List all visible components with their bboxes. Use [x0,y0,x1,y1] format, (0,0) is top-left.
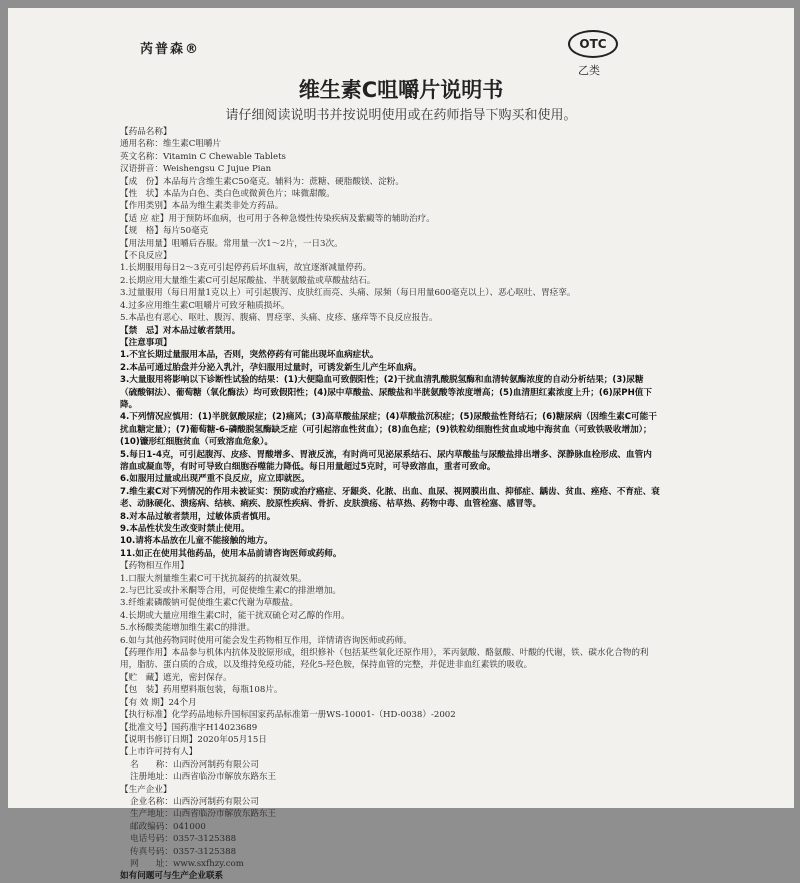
field-value: 国药准字H14023689 [171,722,258,733]
field-value: 对本品过敏者禁用。 [162,325,241,336]
field-label: 【规 格】 [120,226,163,237]
list-item: 5.每日1-4克，可引起腹泻、皮疹、胃酸增多、胃液反流，有时尚可见泌尿系结石、尿内草酸盐与尿酸盐排出增多、深静脉血栓形成、血管内溶血或凝血等，有时可导致白细胞吞噬能力降低。每日用量超过5克时，可导致溶血，重者可致命。 [120,449,652,472]
list-item: 3.纤维素磷酸钠可促使维生素C代谢为草酸盐。 [120,598,299,609]
field-label: 【说明书修订日期】 [120,734,198,745]
field-label: 【用法用量】 [120,238,172,249]
manufacturer-fax-row [120,846,660,858]
field-row [120,126,660,138]
field-row [120,225,660,237]
field-label: 注册地址： [130,772,173,783]
manufacturer-web-row [120,858,660,870]
field-label: 名 称： [130,759,173,770]
field-value: 用于预防坏血病，也可用于各种急慢性传染疾病及紫癜等的辅助治疗。 [168,213,435,224]
mah-address-row [120,771,660,783]
field-value: 化学药品地标升国标国家药品标准第一册WS-10001-（HD-0038）-2002 [171,710,456,721]
field-label: 【药品名称】 [120,127,172,137]
field-value: 本品为维生素类非处方药品。 [171,201,284,212]
leaflet-body [120,126,660,883]
field-label: 【成 份】 [120,176,163,187]
list-item: 6.如与其他药物同时使用可能会发生药物相互作用，详情请咨询医师或药师。 [120,635,412,646]
list-item: 8.对本品过敏者禁用，过敏体质者慎用。 [120,511,276,522]
field-label: 【禁 忌】 [120,325,163,336]
field-label: 【执行标准】 [120,710,172,721]
field-value: 0357-3125388 [172,846,237,857]
list-item: 4.过多应用维生素C咀嚼片可致牙釉质损坏。 [120,300,290,311]
list-item: 5.本品也有恶心、呕吐、腹泻、腹痛、胃痉挛、头痛、皮疹、瘙痒等不良反应报告。 [120,313,438,324]
field-label: 【有 效 期】 [120,697,169,708]
field-row [120,188,660,200]
field-value: Weishengsu C Jujue Pian [162,164,272,175]
field-label: 通用名称： [120,139,163,150]
field-value: 本品参与机体内抗体及胶原形成，组织修补（包括某些氧化还原作用），苯丙氨酸、酪氨酸、叶酸的代谢，铁、碳水化合物的利用，脂肪、蛋白质的合成，以及维持免疫功能，羟化5-羟色胺，保持血管的完整，并促进非血红素铁的吸收。 [120,648,649,671]
field-value: 24个月 [168,697,197,708]
field-value: 本品为白色、类白色或微黄色片；味微甜酸。 [162,189,335,200]
storage-row [120,672,660,684]
otc-badge: OTC [568,30,618,58]
field-value: 0357-3125388 [172,834,237,845]
list-item: 1.不宜长期过量服用本品，否则，突然停药有可能出现坏血病症状。 [120,350,379,361]
otc-class-label: 乙类 [578,64,600,77]
field-label: 企业名称： [130,796,173,807]
field-value: 维生素C咀嚼片 [162,139,222,150]
field-row [120,151,660,163]
manufacturer-tel-row [120,833,660,845]
field-row [120,176,660,188]
section-heading: 【上市许可持有人】 [120,747,198,758]
section-heading: 【药物相互作用】 [120,561,189,572]
list-item: 2.本品可通过胎盘并分泌入乳汁，孕妇服用过量时，可诱发新生儿产生坏血病。 [120,362,422,373]
field-label: 汉语拼音： [120,164,163,175]
list-item: 4.长期或大量应用维生素C时，能干扰双硫仑对乙醇的作用。 [120,610,350,621]
approval-row [120,722,660,734]
list-item: 10.请将本品放在儿童不能接触的地方。 [120,536,273,547]
field-row [120,213,660,225]
brand-logo: 芮普森® [140,42,201,57]
manufacturer-address-row [120,808,660,820]
manufacturer-name-row [120,796,660,808]
field-row [120,163,660,175]
mah-name-row [120,759,660,771]
package-row [120,684,660,696]
field-label: 【药理作用】 [120,648,172,659]
field-value: Vitamin C Chewable Tablets [162,151,286,162]
list-item: 9.本品性状发生改变时禁止使用。 [120,524,250,534]
field-value: 咀嚼后吞服。常用量一次1～2片，一日3次。 [171,238,343,249]
list-item: 1.口服大剂量维生素C可干扰抗凝药的抗凝效果。 [120,573,307,584]
field-row [120,238,660,250]
list-item: 3.过量服用（每日用量1克以上）可引起腹泻、皮肤红而亮、头痛、尿频（每日用量600毫克以上）、恶心呕吐、胃痉挛。 [120,288,576,299]
leaflet-title: 维生素C咀嚼片说明书 [298,78,504,102]
field-value: 每片50毫克 [162,226,209,237]
field-label: 网 址： [130,858,173,869]
field-label: 【适 应 症】 [120,213,169,224]
list-item: 11.如正在使用其他药品，使用本品前请咨询医师或药师。 [120,548,342,559]
field-value: 遮光，密封保存。 [162,672,232,683]
field-label: 传真号码： [130,846,173,857]
field-label: 邮政编码： [130,821,173,832]
footer-note: 如有问题可与生产企业联系 [120,871,224,882]
contraindication-row [120,325,660,337]
list-item: 2.长期应用大量维生素C可引起尿酸盐、半胱氨酸盐或草酸盐结石。 [120,275,376,286]
field-label: 【包 装】 [120,685,163,696]
leaflet-sheet [8,8,794,882]
field-value: 本品每片含维生素C50毫克。辅料为：蔗糖、硬脂酸镁、淀粉。 [162,176,404,187]
field-value: 041000 [172,821,206,832]
field-label: 【批准文号】 [120,722,172,733]
manufacturer-zip-row [120,821,660,833]
field-label: 英文名称： [120,151,163,162]
field-row [120,138,660,150]
list-item: 2.与巴比妥或扑米酮等合用，可促使维生素C的排泄增加。 [120,586,342,597]
field-value: 2020年05月15日 [197,734,267,745]
section-heading: 【注意事项】 [120,337,172,348]
list-item: 5.水杨酸类能增加维生素C的排泄。 [120,623,256,634]
list-item: 1.长期服用每日2～3克可引起停药后坏血病，故宜逐渐减量停药。 [120,263,372,274]
leaflet-subtitle: 请仔细阅读说明书并按说明使用或在药师指导下购买和使用。 [225,108,577,123]
field-value: 山西省临汾市解放东路东王 [172,809,277,820]
list-item: 7.维生素C对下列情况的作用未被证实：预防或治疗癌症、牙龈炎、化脓、出血、血尿、视网膜出血、抑郁症、龋齿、贫血、痤疮、不育症、衰老、动脉硬化、溃疡病、结核、痢疾、胶原性疾病、骨折、皮肤溃疡、枯草热、药物中毒、血管栓塞、感冒等。 [120,486,660,510]
field-label: 电话号码： [130,834,173,845]
list-item: 3.大量服用将影响以下诊断性试验的结果：(1)大便隐血可致假阳性；(2)干扰血清乳酸脱氢酶和血清转氨酶浓度的自动分析结果；(3)尿糖（硫酸铜法）、葡萄糖（氧化酶法）均可致假阳性；(4)尿中草酸盐、尿酸盐和半胱氨酸等浓度增高；(5)血清胆红素浓度上升；(6)尿PH值下降。 [120,375,652,410]
field-label: 生产地址： [130,809,173,820]
validity-row [120,697,660,709]
section-heading: 【不良反应】 [120,251,172,262]
field-value: 药用塑料瓶包装，每瓶108片。 [162,685,283,696]
field-label: 【贮 藏】 [120,672,163,683]
list-item: 4.下列情况应慎用：(1)半胱氨酸尿症；(2)痛风；(3)高草酸盐尿症；(4)草酸盐沉积症；(5)尿酸盐性肾结石；(6)糖尿病（因维生素C可能干扰血糖定量）；(7)葡萄糖-6-磷酸脱氢酶缺乏症（可引起溶血性贫血）；(8)血色症；(9)铁粒幼细胞性贫血或地中海贫血（可致铁吸收增加）；(10)镰形红细胞贫血（可致溶血危象）。 [120,412,657,448]
standard-row [120,709,660,721]
field-value: 山西汾河制药有限公司 [172,759,259,770]
section-heading: 【生产企业】 [120,784,172,795]
field-label: 【性 状】 [120,189,163,200]
list-item: 6.如服用过量或出现严重不良反应，应立即就医。 [120,474,310,485]
field-value: 山西汾河制药有限公司 [172,796,259,807]
field-row [120,200,660,212]
pharmacology-row [120,647,660,672]
revision-row [120,734,660,746]
field-label: 【作用类别】 [120,201,172,212]
field-value: www.sxfhzy.com [172,858,244,869]
field-value: 山西省临汾市解放东路东王 [172,772,277,783]
